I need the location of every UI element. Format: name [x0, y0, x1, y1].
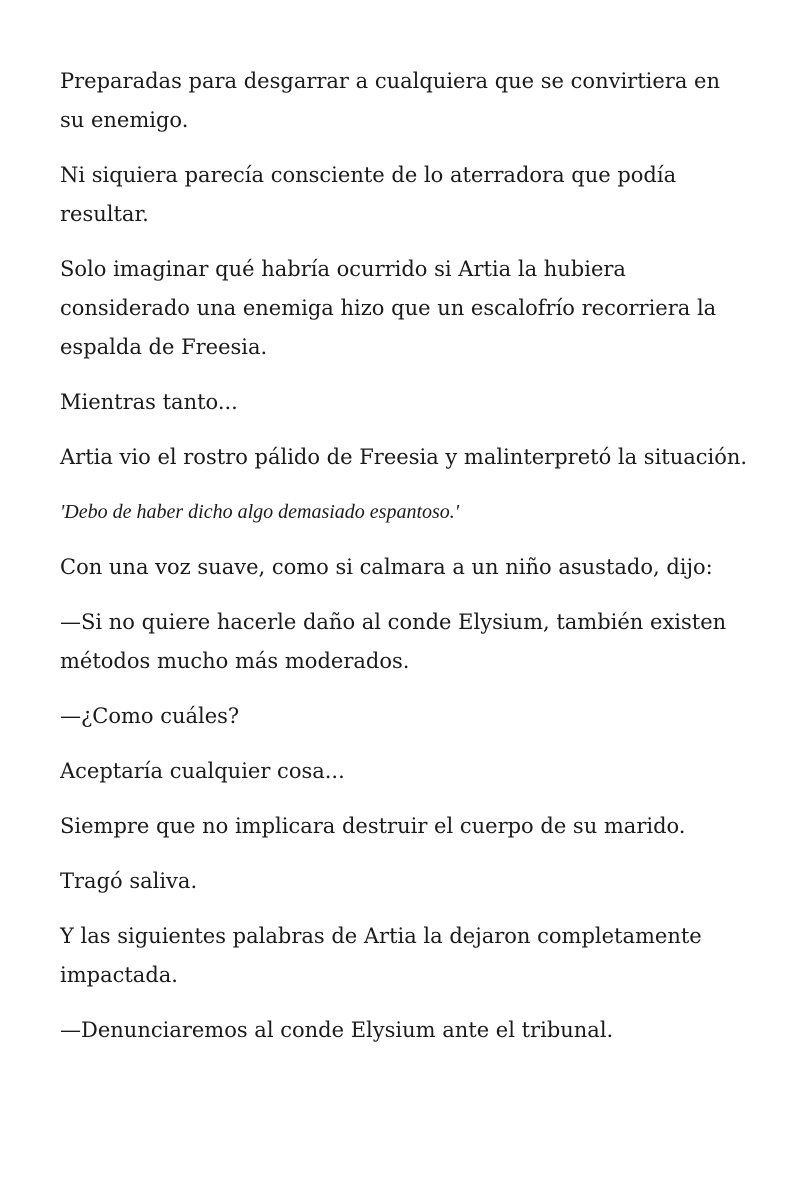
paragraph: Tragó saliva. — [60, 869, 198, 893]
paragraph: Ni siquiera parecía consciente de lo aterradora que podía resultar. — [60, 163, 677, 226]
paragraph: Artia vio el rostro pálido de Freesia y malinterpretó la situación. — [60, 445, 748, 469]
reading-page — [60, 62, 750, 1066]
paragraph: Aceptaría cualquier cosa... — [60, 759, 345, 783]
thought-paragraph: 'Debo de haber dicho algo demasiado espantoso.' — [60, 501, 460, 523]
dialogue-paragraph: —Si no quiere hacerle daño al conde Elysium, también existen métodos mucho más moderados. — [60, 610, 727, 673]
dialogue-paragraph: —Denunciaremos al conde Elysium ante el tribunal. — [60, 1018, 614, 1042]
dialogue-paragraph: —¿Como cuáles? — [60, 704, 240, 728]
paragraph: Siempre que no implicara destruir el cuerpo de su marido. — [60, 814, 686, 838]
paragraph: Solo imaginar qué habría ocurrido si Artia la hubiera considerado una enemiga hizo que un escalofrío recorriera la espalda de Freesia. — [60, 257, 717, 359]
paragraph: Preparadas para desgarrar a cualquiera que se convirtiera en su enemigo. — [60, 69, 720, 132]
paragraph: Mientras tanto... — [60, 390, 238, 414]
paragraph: Con una voz suave, como si calmara a un niño asustado, dijo: — [60, 555, 713, 579]
paragraph: Y las siguientes palabras de Artia la dejaron completamente impactada. — [60, 924, 702, 987]
